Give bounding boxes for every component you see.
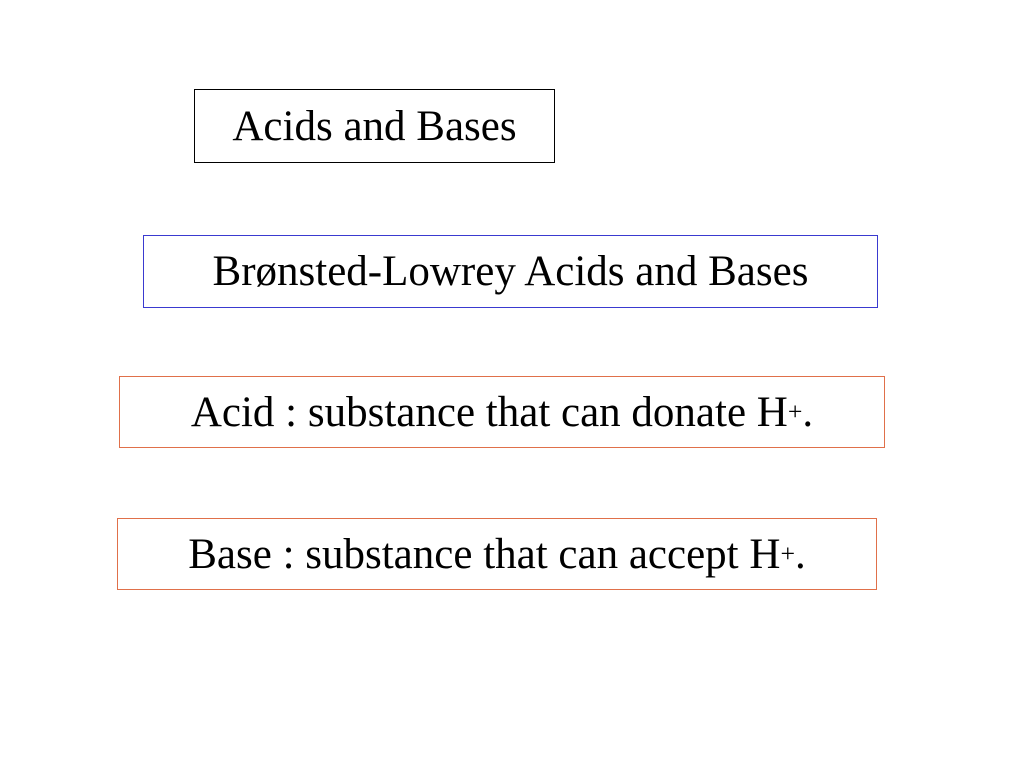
acid-definition-text: Acid : substance that can donate H (190, 388, 788, 436)
acid-definition-end: . (802, 388, 814, 436)
acid-definition-box: Acid : substance that can donate H + . (119, 376, 885, 448)
base-definition-box: Base : substance that can accept H + . (117, 518, 877, 590)
base-definition-end: . (795, 530, 806, 578)
slide-title: Acids and Bases (232, 102, 517, 150)
title-box (194, 89, 555, 163)
slide-subtitle: Brønsted-Lowrey Acids and Bases (212, 248, 809, 295)
base-definition-text: Base : substance that can accept H (188, 530, 781, 578)
subtitle-box (143, 235, 878, 308)
